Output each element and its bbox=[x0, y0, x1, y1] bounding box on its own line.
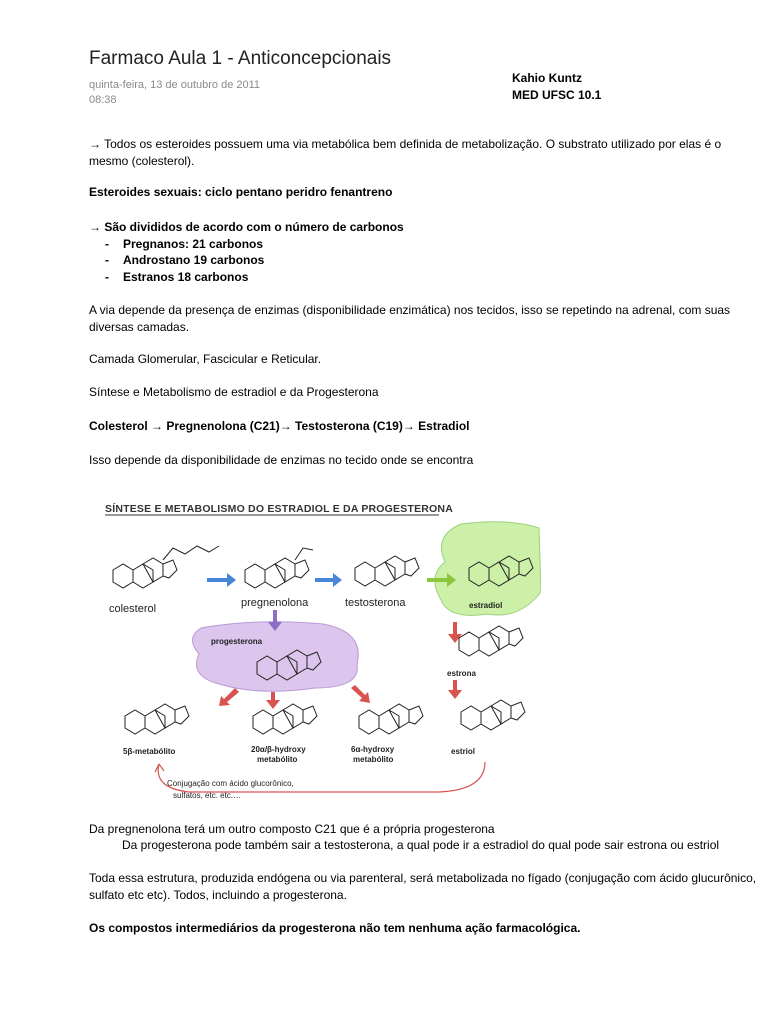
arrow-to-6a-metabolito bbox=[351, 685, 370, 703]
arrow-estrona-estriol bbox=[448, 680, 462, 699]
course-label: MED UFSC 10.1 bbox=[512, 88, 602, 102]
testosterona-structure bbox=[355, 556, 419, 586]
carbon-list bbox=[89, 236, 757, 286]
pregnenolona-structure bbox=[245, 558, 309, 588]
label-20a-metabolito: 20α/β-hydroxy bbox=[251, 745, 306, 754]
classification-heading: → São divididos de acordo com o número de carbonos bbox=[89, 220, 404, 234]
6a-metabolito-structure bbox=[359, 704, 423, 734]
conjugation-arrowhead bbox=[155, 764, 164, 772]
arrow-to-5b-metabolito bbox=[219, 688, 239, 706]
paragraph-sex-steroids: Esteroides sexuais: ciclo pentano peridro fenantreno bbox=[89, 185, 393, 199]
paragraph-synthesis: Síntese e Metabolismo de estradiol e da Progesterona bbox=[89, 385, 379, 399]
arrow-to-20a-metabolito bbox=[266, 692, 280, 709]
estrona-structure bbox=[459, 626, 523, 656]
arrow-pregnenolona-testosterona bbox=[315, 573, 342, 587]
paragraph-enzymes: A via depende da presença de enzimas (disponibilidade enzimática) nos tecidos, isso se repetindo na adrenal, com suas diversas camadas. bbox=[89, 303, 731, 334]
colesterol-structure bbox=[113, 558, 177, 588]
20a-metabolito-structure bbox=[253, 704, 317, 734]
paragraph-pathway: Colesterol → Pregnenolona (C21)→ Testosterona (C19)→ Estradiol bbox=[89, 419, 470, 433]
list-item: - Androstano 19 carbonos bbox=[105, 252, 757, 269]
author-name: Kahio Kuntz bbox=[512, 71, 582, 85]
paragraph-substrate: → Todos os esteroides possuem uma via metabólica bem definida de metabolização. O substrato utilizado por elas é o mesmo (colesterol). bbox=[89, 137, 722, 168]
colesterol-side-chain bbox=[163, 546, 219, 560]
note-date: quinta-feira, 13 de outubro de 2011 bbox=[89, 79, 261, 91]
progesterona-highlight bbox=[192, 622, 358, 691]
label-testosterona: testosterona bbox=[345, 597, 406, 609]
label-estriol: estriol bbox=[451, 747, 476, 756]
5b-metabolito-structure bbox=[125, 704, 189, 734]
paragraph-layers: Camada Glomerular, Fascicular e Reticular. bbox=[89, 352, 322, 366]
paragraph-dependency: Isso depende da disponibilidade de enzimas no tecido onde se encontra bbox=[89, 453, 474, 467]
label-estrona: estrona bbox=[447, 669, 476, 678]
list-item: - Estranos 18 carbonos bbox=[105, 269, 757, 286]
synthesis-diagram bbox=[89, 492, 541, 814]
label-progesterona: progesterona bbox=[211, 637, 263, 646]
arrow-estradiol-estrona bbox=[448, 622, 462, 643]
label-estradiol: estradiol bbox=[469, 601, 503, 610]
label-pregnenolona: pregnenolona bbox=[241, 597, 309, 609]
paragraph-intermediates: Os compostos intermediários da progesterona não tem nenhuma ação farmacológica. bbox=[89, 921, 581, 935]
note-time: 08:38 bbox=[89, 94, 117, 106]
label-20a-metabolito-line2: metabólito bbox=[257, 755, 298, 764]
label-conjugacao-1: Conjugação com ácido glucorônico, bbox=[167, 779, 294, 788]
paragraph-pregnenolona: Da pregnenolona terá um outro composto C21 que é a própria progesterona bbox=[89, 822, 495, 836]
author-block bbox=[512, 70, 601, 104]
label-6a-metabolito-line2: metabólito bbox=[353, 755, 394, 764]
diagram-title: SÍNTESE E METABOLISMO DO ESTRADIOL E DA PROGESTERONA bbox=[105, 503, 453, 515]
paragraph-liver-metabolism: Toda essa estrutura, produzida endógena ou via parenteral, será metabolizada no fígado (conjugação com ácido glucurônico, sulfato etc etc). Todos, incluindo a progesterona. bbox=[89, 871, 757, 902]
carbon-classification bbox=[89, 219, 757, 285]
estriol-structure bbox=[461, 700, 525, 730]
label-colesterol: colesterol bbox=[109, 603, 157, 615]
note-metadata bbox=[89, 78, 260, 108]
list-item: - Pregnanos: 21 carbonos bbox=[105, 236, 757, 253]
label-6a-metabolito: 6α-hydroxy bbox=[351, 745, 395, 754]
page-title: Farmaco Aula 1 - Anticoncepcionais bbox=[89, 48, 392, 69]
pregnenolona-side-chain bbox=[295, 548, 313, 560]
paragraph-progesterona-path: Da progesterona pode também sair a testosterona, a qual pode ir a estradiol do qual pode sair estrona ou estriol bbox=[122, 838, 720, 852]
arrow-colesterol-pregnenolona bbox=[207, 573, 236, 587]
label-conjugacao-2: sulfatos, etc. etc.… bbox=[173, 791, 242, 800]
label-5b-metabolito: 5β-metabólito bbox=[123, 747, 176, 756]
